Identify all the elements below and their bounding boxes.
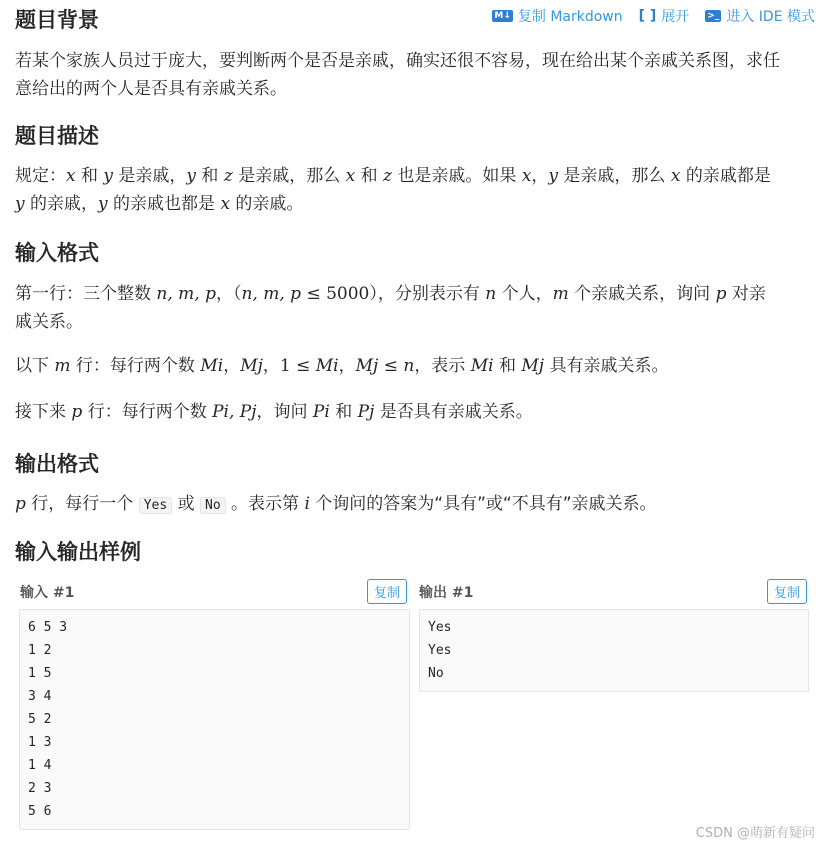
background-text-line-2: 意给出的两个人是否具有亲戚关系。 <box>15 79 287 99</box>
sample-input-line: 6 5 3 <box>28 620 68 635</box>
copy-markdown-label: 复制 Markdown <box>517 9 623 25</box>
no-code: No <box>200 497 226 514</box>
yes-code: Yes <box>139 497 172 514</box>
expand-button[interactable] <box>639 6 690 26</box>
sample-output-line: Yes <box>428 620 452 635</box>
sample-output-box[interactable] <box>419 609 809 692</box>
expand-label: 展开 <box>661 9 690 25</box>
output-format-title: 输出格式 <box>15 452 99 476</box>
copy-input-button[interactable]: 复制 <box>367 579 407 604</box>
sample-input-line: 1 4 <box>28 758 52 773</box>
copy-markdown-button[interactable] <box>492 6 622 26</box>
sample-input-box[interactable] <box>19 609 410 830</box>
input-format-para-3: 接下来 p 行：每行两个数 Pi, Pj，询问 Pi 和 Pj 是否具有亲戚关系。 <box>15 402 533 422</box>
sample-output-label: 输出 #1 <box>419 585 474 601</box>
sample-input-line: 5 6 <box>28 804 52 819</box>
toolbar <box>492 6 815 26</box>
sample-input-line: 1 5 <box>28 666 52 681</box>
sample-output-line: Yes <box>428 643 452 658</box>
expand-icon: [ ] <box>638 8 657 24</box>
description-line-1: 规定：x 和 y 是亲戚，y 和 z 是亲戚，那么 x 和 z 也是亲戚。如果 x，y 是亲戚，那么 x 的亲戚都是 <box>15 166 771 186</box>
markdown-icon: M↓ <box>494 11 511 21</box>
sample-input-label: 输入 #1 <box>20 585 75 601</box>
sample-input-line: 5 2 <box>28 712 52 727</box>
input-format-para-1: 第一行：三个整数 n, m, p，（n, m, p ≤ 5000），分别表示有 n 个人，m 个亲戚关系，询问 p 对亲 戚关系。 <box>15 284 766 332</box>
background-text <box>15 47 815 103</box>
sample-input-line: 1 2 <box>28 643 52 658</box>
input-format-title: 输入格式 <box>15 241 99 265</box>
description-text <box>15 162 815 218</box>
output-format-text: p 行，每行一个 Yes 或 No 。表示第 i 个询问的答案为“具有”或“不具有”亲戚关系。 <box>15 494 657 514</box>
description-line-2: y 的亲戚，y 的亲戚也都是 x 的亲戚。 <box>15 194 304 214</box>
background-text-line-1: 若某个家族人员过于庞大，要判断两个是否是亲戚，确实还很不容易，现在给出某个亲戚关系图，求任 <box>15 51 780 71</box>
sample-output-line: No <box>428 666 444 681</box>
sample-input-lines <box>28 616 401 823</box>
samples-title: 输入输出样例 <box>15 540 141 564</box>
input-format-para-2: 以下 m 行：每行两个数 Mi，Mj，1 ≤ Mi，Mj ≤ n，表示 Mi 和 Mj 具有亲戚关系。 <box>15 356 669 376</box>
ide-mode-label: 进入 IDE 模式 <box>726 9 815 25</box>
terminal-icon: >_ <box>707 11 720 21</box>
sample-input-line: 1 3 <box>28 735 52 750</box>
sample-input-line: 3 4 <box>28 689 52 704</box>
background-title: 题目背景 <box>15 8 99 32</box>
sample-output-lines <box>428 616 800 685</box>
ide-mode-button[interactable] <box>705 6 815 26</box>
sample-input-line: 2 3 <box>28 781 52 796</box>
copy-output-button[interactable]: 复制 <box>767 579 807 604</box>
description-title: 题目描述 <box>15 124 99 148</box>
csdn-watermark: CSDN @萌新有疑问 <box>695 826 815 841</box>
